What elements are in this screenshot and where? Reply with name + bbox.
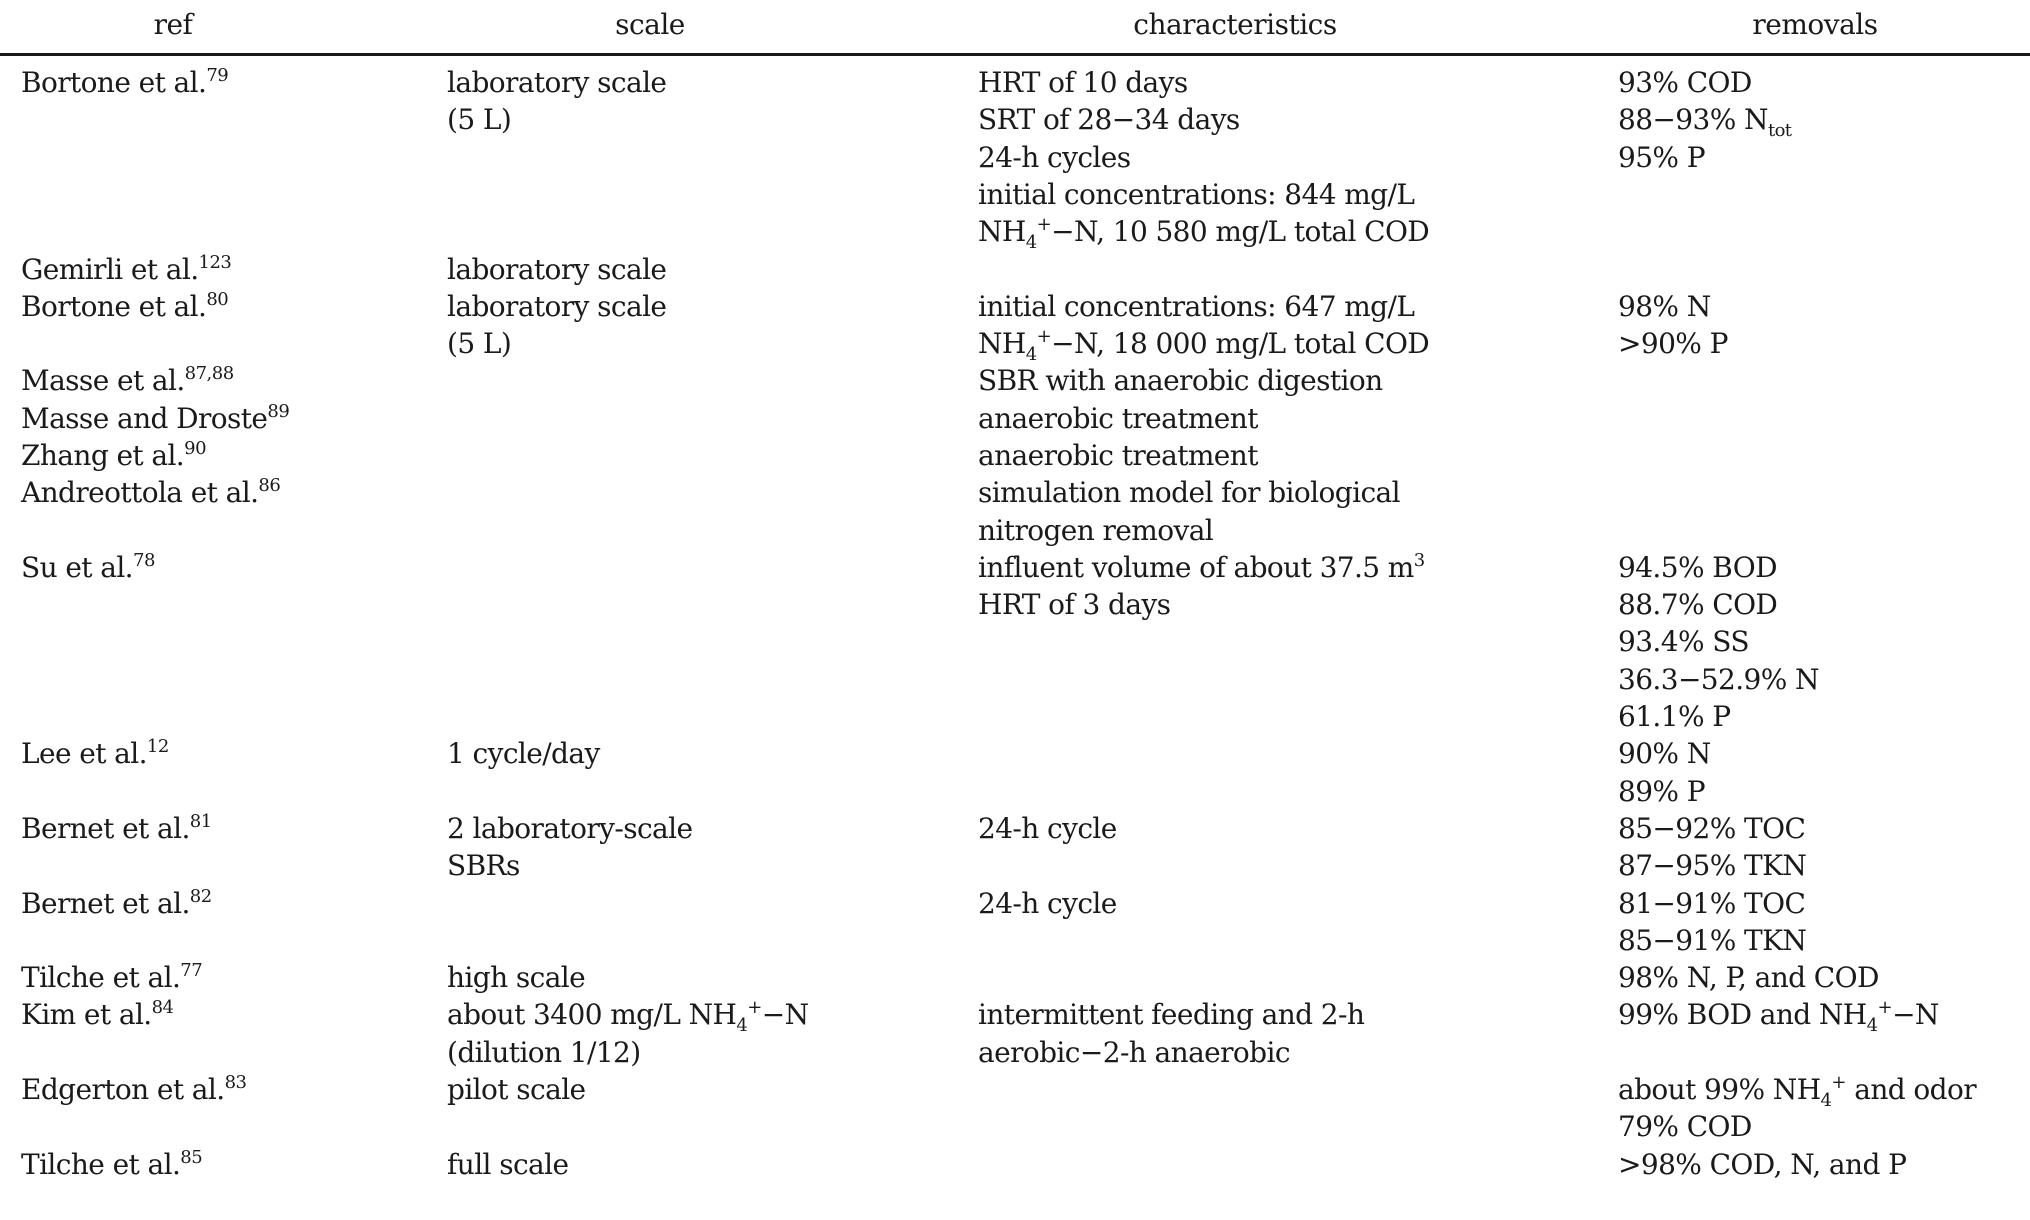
superscript: + [1877,997,1893,1019]
ref-citation: Masse and Droste$^{89}$ [21,400,290,435]
cell-removals-line: 99% BOD and $NH_4^+-N$ [1618,997,1939,1037]
cell-removals [1618,959,1879,996]
table-row [0,64,2030,254]
cell-scale [447,288,666,363]
cell-scale [447,810,692,885]
ref-citation: Masse et al.$^{87,88}$ [21,363,234,398]
cell-ref [21,437,206,474]
reference-number: 81 [189,810,212,832]
cell-characteristics [978,549,1425,624]
cell-ref [21,549,155,586]
cell-removals-line: 94.5% BOD [1618,550,1777,584]
cell-ref [21,885,212,922]
cell-scale [447,64,666,139]
table-row [0,996,2030,1071]
cell-removals-line: 95% P [1618,140,1705,174]
subscript: 4 [1025,344,1037,366]
cell-ref [21,810,212,847]
cell-characteristics-line: HRT of 10 days [978,66,1188,99]
ref-citation: Edgerton et al.$^{83}$ [21,1072,247,1107]
cell-scale-line: pilot scale [447,1073,586,1107]
cell-characteristics-line: HRT of 3 days [978,588,1171,622]
subscript: 4 [1025,232,1037,254]
cell-removals-line: 93% COD [1618,66,1752,99]
cell-ref [21,64,228,101]
cell-ref [21,251,231,288]
header-scale: scale [615,8,685,41]
cell-characteristics [978,362,1383,399]
reference-number: 87,88 [184,363,234,385]
cell-removals [1618,549,1819,735]
cell-scale-line: (dilution 1/12) [447,1035,641,1069]
table-row [0,549,2030,736]
superscript: + [1831,1072,1846,1094]
ref-citation: Bortone et al.$^{79}$ [21,65,229,99]
subscript: 4 [736,1015,748,1037]
cell-ref [21,959,202,996]
cell-scale-line: (5 L) [447,327,512,361]
cell-removals-line: 89% P [1618,774,1705,808]
table-row [0,362,2030,399]
cell-ref [21,400,289,437]
cell-characteristics-line: anaerobic treatment [978,401,1258,435]
cell-characteristics [978,64,1430,254]
cell-removals-line: 85−92% TOC [1618,811,1806,845]
cell-removals-line: 81−91% TOC [1618,886,1806,920]
reference-number: 12 [146,736,169,758]
cell-removals-line: 88−93% $N_{tot}$ [1618,103,1792,142]
cell-removals-line: 98% N [1618,289,1711,323]
cell-scale-line: SBRs [447,849,520,883]
cell-scale-line: laboratory scale [447,66,667,99]
reference-number: 84 [151,997,174,1019]
cell-removals-line: 36.3−52.9% N [1618,662,1819,696]
cell-scale-line: laboratory scale [447,252,667,286]
header-ref: ref [153,8,193,41]
cell-characteristics-line: 24-h cycle [978,811,1117,845]
cell-scale [447,996,809,1071]
ref-citation: Bernet et al.$^{82}$ [21,885,212,920]
cell-characteristics [978,437,1258,474]
cell-characteristics-line: 24-h cycles [978,140,1131,174]
table-row [0,735,2030,810]
cell-characteristics-line: SBR with anaerobic digestion [978,364,1383,398]
reference-number: 78 [133,549,155,571]
ref-citation: Su et al.$^{78}$ [21,549,155,584]
table-row [0,1146,2030,1183]
cell-characteristics [978,996,1364,1071]
subscript: tot [1767,120,1792,142]
cell-scale [447,735,600,772]
cell-ref [21,362,234,399]
cell-removals-line: 85−91% TKN [1618,923,1807,957]
cell-characteristics-line: 24-h cycle [978,886,1117,920]
cell-removals-line: 87−95% TKN [1618,849,1807,883]
cell-removals-line: >90% P [1618,327,1728,361]
superscript: + [747,997,762,1019]
ref-citation: Gemirli et al.$^{123}$ [21,251,232,286]
cell-characteristics [978,400,1258,437]
cell-characteristics-line: initial concentrations: 844 mg/L [978,177,1415,211]
table-row [0,1071,2030,1146]
cell-removals-line: about 99% $NH_4^+$ and odor [1618,1072,1977,1112]
cell-characteristics [978,288,1430,366]
cell-characteristics-line: $NH_4^+-N$, 10 580 mg/L total COD [978,214,1430,254]
table-row [0,400,2030,437]
reference-number: 83 [224,1072,247,1094]
cell-removals [1618,288,1728,363]
ref-citation: Tilche et al.$^{77}$ [21,960,203,995]
cell-removals-line: 79% COD [1618,1110,1752,1144]
cell-characteristics-line: $NH_4^+-N$, 18 000 mg/L total COD [978,326,1430,366]
table-row [0,251,2030,288]
reference-number: 86 [258,475,281,497]
cell-characteristics [978,810,1117,847]
cell-characteristics-line: intermittent feeding and 2-h [978,998,1365,1032]
cell-ref [21,996,174,1033]
superscript: 3 [1413,549,1425,571]
table-row [0,959,2030,996]
header-removals: removals [1752,8,1878,41]
reference-number: 85 [180,1146,203,1168]
cell-scale [447,959,585,996]
cell-ref [21,288,228,325]
cell-characteristics-line: aerobic−2-h anaerobic [978,1035,1290,1069]
cell-scale-line: full scale [447,1147,569,1181]
table-row [0,810,2030,885]
ref-citation: Kim et al.$^{84}$ [21,997,174,1032]
cell-characteristics-line: simulation model for biological [978,476,1400,510]
reference-number: 82 [189,885,212,907]
cell-removals [1618,1146,1906,1183]
cell-characteristics [978,885,1117,922]
cell-characteristics-line: initial concentrations: 647 mg/L [978,289,1415,323]
cell-scale-line: 1 cycle/day [447,737,600,771]
cell-removals [1618,64,1791,176]
table-row [0,885,2030,960]
cell-removals-line: 98% N, P, and COD [1618,961,1879,995]
cell-characteristics-line: anaerobic treatment [978,438,1258,472]
cell-removals [1618,996,1939,1037]
table-row [0,474,2030,549]
ref-citation: Tilche et al.$^{85}$ [21,1146,203,1181]
superscript: + [1036,326,1052,348]
cell-characteristics [978,474,1400,549]
table-header [0,0,2030,53]
cell-characteristics-line: SRT of 28−34 days [978,103,1240,137]
ref-citation: Andreottola et al.$^{86}$ [21,475,281,510]
cell-scale [447,251,666,288]
header-characteristics: characteristics [1133,8,1337,41]
ref-citation: Bernet et al.$^{81}$ [21,810,212,845]
cell-removals-line: 90% N [1618,737,1711,771]
cell-scale [447,1146,568,1183]
subscript: 4 [1820,1090,1832,1112]
reference-number: 90 [184,437,207,459]
cell-removals-line: 88.7% COD [1618,588,1778,622]
reference-number: 80 [206,288,229,310]
cell-characteristics-line: nitrogen removal [978,513,1214,547]
cell-removals [1618,735,1711,810]
cell-removals-line: 93.4% SS [1618,625,1749,659]
table-body [0,64,2030,1183]
reference-number: 79 [206,65,229,86]
table-row [0,288,2030,366]
cell-ref [21,474,280,511]
cell-scale-line: high scale [447,961,586,995]
ref-citation: Bortone et al.$^{80}$ [21,288,229,323]
ref-citation: Lee et al.$^{12}$ [21,736,169,771]
cell-scale [447,1071,586,1108]
cell-ref [21,735,169,772]
cell-scale-line: 2 laboratory-scale [447,811,693,845]
cell-scale-line: (5 L) [447,103,512,137]
table-row [0,437,2030,474]
cell-characteristics-line: influent volume of about 37.5 $m^3$ [978,549,1425,584]
ref-citation: Zhang et al.$^{90}$ [21,437,207,472]
header-rule [0,53,2030,56]
reference-number: 77 [180,960,203,982]
cell-scale-line: about 3400 mg/L $NH_4^+-N$ [447,997,809,1037]
reference-number: 123 [198,251,232,273]
cell-scale-line: laboratory scale [447,289,667,323]
cell-removals-line: 61.1% P [1618,700,1731,734]
cell-ref [21,1146,202,1183]
cell-removals [1618,1071,1976,1146]
cell-removals-line: >98% COD, N, and P [1618,1147,1907,1181]
superscript: + [1036,214,1052,236]
cell-ref [21,1071,246,1108]
reference-number: 89 [267,400,290,422]
cell-removals [1618,810,1806,885]
subscript: 4 [1866,1015,1878,1037]
cell-removals [1618,885,1806,960]
